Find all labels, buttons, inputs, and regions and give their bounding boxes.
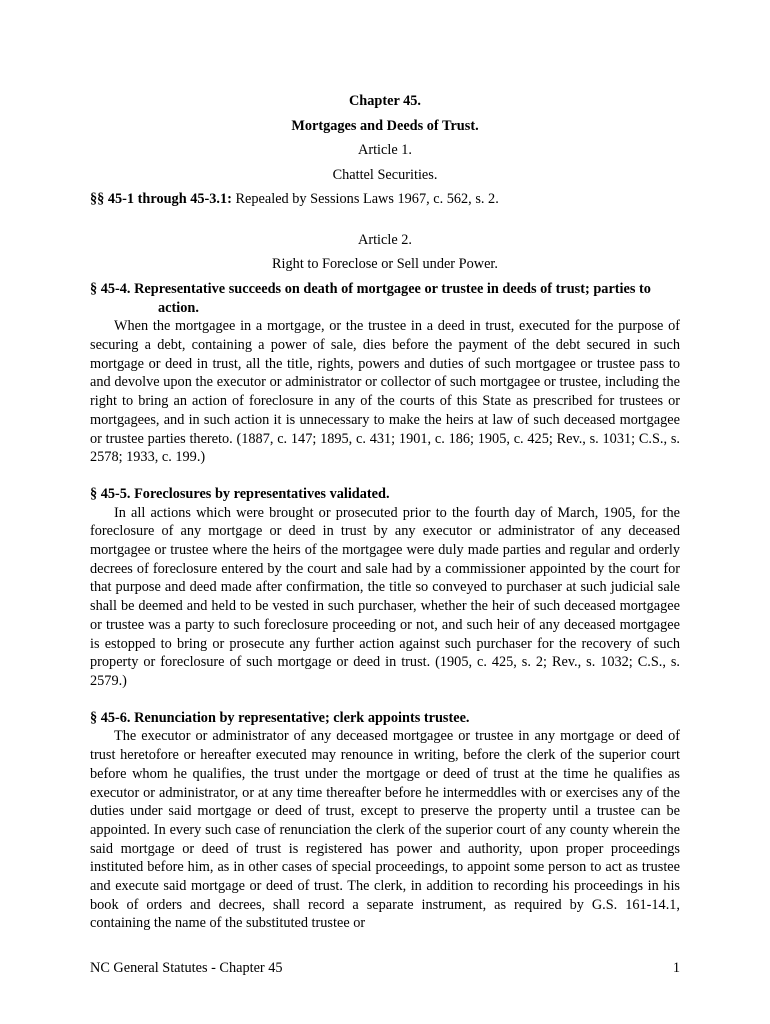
chapter-number: Chapter 45. [348,93,421,109]
page-content [90,92,680,933]
chapter-title: Mortgages and Deeds of Trust. [291,117,479,134]
page-number: 1 [672,960,680,976]
section-45-5-heading: § 45-5. Foreclosures by representatives validated. [90,485,390,502]
section-45-4-body: When the mortgagee in a mortgage, or the trustee in a deed in trust, executed for the purpose of securing a debt, containing a power of sale, dies before the payment of the debt secured in such mortgage or deed in trust, all the title, rights, powers and duties of such mortgagee or trustee pass to and devolve upon the executor or administrator or collector of such mortgagee or trustee, including the right to bring an action of foreclosure in any of the courts of this State as prescribed for trustees or mortgagees, and in such action it is unnecessary to make the heirs at law of such deceased mortgagee or trustee parties thereto. (1887, c. 147; 1895, c. 431; 1901, c. 186; 1905, c. 425; Rev., s. 1031; C.S., s. 2578; 1933, c. 199.) [90,318,680,466]
repealed-sections-text: Repealed by Sessions Laws 1967, c. 562, s. 2. [235,190,499,207]
page-footer [90,960,680,977]
article-1-label: Article 1. [358,142,412,159]
article-2-label: Article 2. [358,231,412,248]
article-1-title: Chattel Securities. [332,167,438,184]
article-2-title: Right to Foreclose or Sell under Power. [272,256,498,273]
section-45-5-body: In all actions which were brought or prosecuted prior to the fourth day of March, 1905, for the foreclosure of any mortgage or deed in trust by any executor or administrator of any deceased mortgagee or trustee where the heirs of the mortgagee were duly made parties and regular and orderly decrees of foreclosure entered by the court and sale had by a commissioner appointed by the court for that purpose and deed made after confirmation, the title so conveyed to purchaser at such judicial sale shall be deemed and held to be vested in such purchaser, whether the heir of such deceased mortgagee or trustee was a party to such foreclosure proceeding or not, and such heir of any deceased mortgagee is estopped to bring or prosecute any further action against such purchaser for the recovery of such property or foreclosure of such mortgage or deed in trust. (1905, c. 425, s. 2; Rev., s. 1032; C.S., s. 2579.) [90,504,680,689]
section-45-6-heading: § 45-6. Renunciation by representative; clerk appoints trustee. [90,709,470,726]
footer-title: NC General Statutes - Chapter 45 [90,960,283,976]
section-45-6-body: The executor or administrator of any deceased mortgagee or trustee in any mortgage or deed of trust heretofore or hereafter executed may renounce in writing, before the clerk of the superior court before whom he qualifies, the trust under the mortgage or deed of trust at the time he qualifies as executor or administrator, or at any time thereafter before he intermeddles with or exercises any of the duties under said mortgage or deed of trust, except to preserve the property until a trustee can be appointed. In every such case of renunciation the clerk of the superior court of any county wherein the said mortgage or deed of trust is registered has power and authority, upon proper proceedings instituted before him, as in other cases of special proceedings, to appoint some person to act as trustee and execute said mortgage or deed of trust. The clerk, in addition to recording his proceedings in his book of orders and decrees, shall record a separate instrument, as required by G.S. 161-14.1, containing the name of the substituted trustee or [90,728,680,932]
section-45-4-heading: § 45-4. Representative succeeds on death of mortgagee or trustee in deeds of trust; parties to action. [90,280,651,316]
repealed-sections [90,190,680,209]
repealed-sections-label: §§ 45-1 through 45-3.1: [90,190,232,207]
